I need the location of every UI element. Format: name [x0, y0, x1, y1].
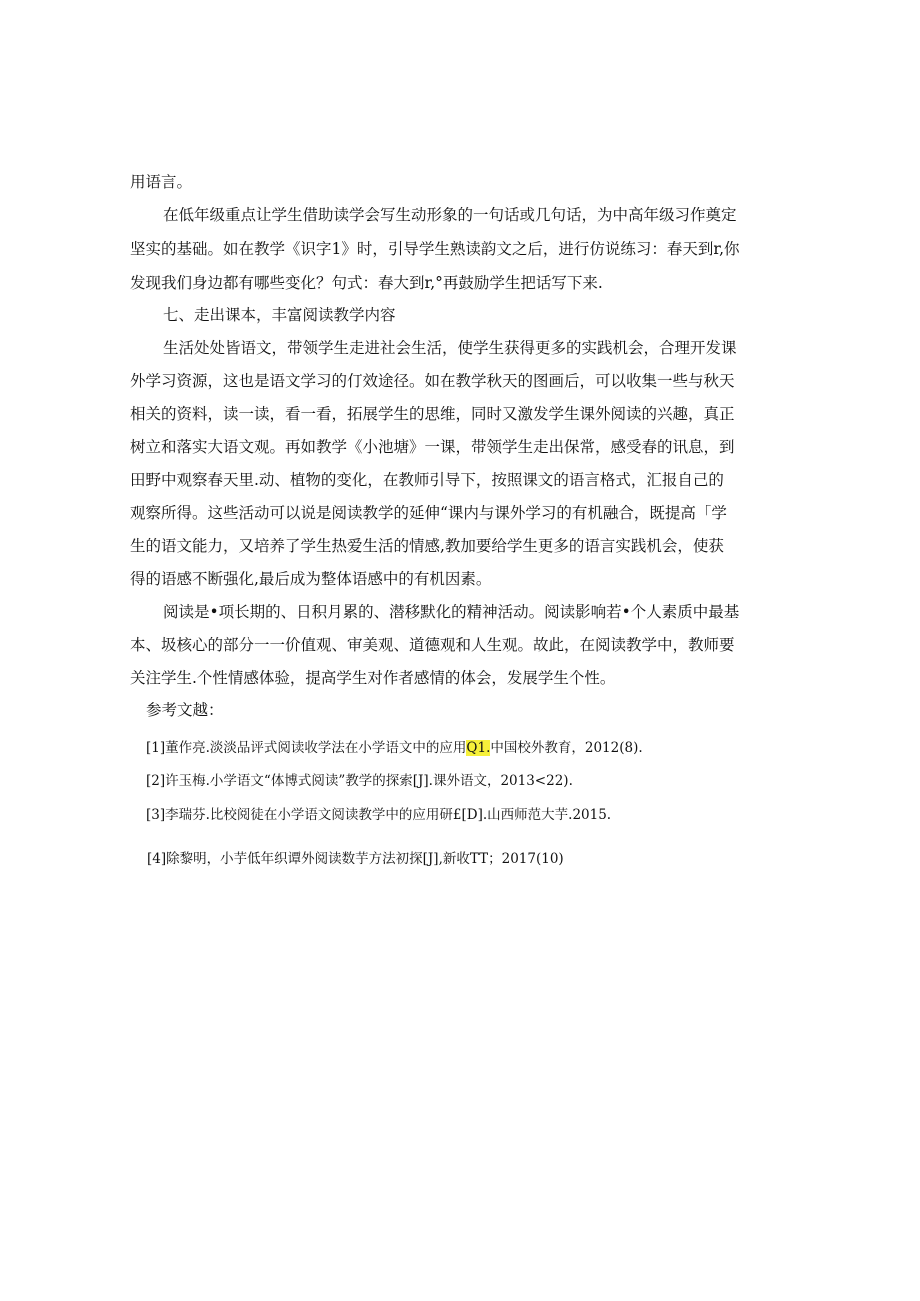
reference-item: [3]李瑞芬.比校阅徒在小学语文阅读教学中的应用研£[D].山西师范大芋.2015. — [146, 807, 612, 823]
paragraph-line: 相关的资料，读一读，看一看，拓展学生的思维，同时又激发学生课外阅读的兴趣，真正 — [130, 405, 735, 423]
paragraph-line: 在低年级重点让学生借助读学会写生动形象的一句话或几句话，为中高年级习作奠定 — [163, 206, 737, 224]
paragraph-line: 田野中观察春天里.动、植物的变化，在教师引导下，按照课文的语言格式，汇报自己的 — [130, 471, 724, 489]
reference-text: 中国校外教育，2012(8). — [490, 740, 643, 756]
section-heading: 七、走出课本，丰富阅读教学内容 — [163, 306, 396, 324]
references-heading: 参考文越： — [146, 701, 224, 719]
body-line: 用语言。 — [130, 173, 193, 191]
reference-text: [1]董作亮.淡淡品评式阅读收学法在小学语文中的应用 — [146, 740, 467, 756]
highlighted-text: Q1. — [466, 740, 491, 756]
paragraph-line: 生的语文能力，又培养了学生热爱生活的情感,教加要给学生更多的语言实践机会，使获 — [130, 537, 724, 555]
paragraph-line: 观察所得。这些活动可以说是阅读教学的延伸“课内与课外学习的有机融合，既提高「学 — [130, 504, 727, 522]
paragraph-line: 关注学生.个性情感体验，提高学生对作者感情的体会，发展学生个性。 — [130, 669, 616, 687]
paragraph-line: 树立和落实大语文观。再如教学《小池塘》一课，带领学生走出保常，感受春的讯息，到 — [130, 438, 735, 456]
paragraph-line: 阅读是•项长期的、日积月累的、潜移默化的精神活动。阅读影响若•个人素质中最基 — [163, 603, 740, 621]
reference-item: [2]许玉梅.小学语文“体博式阅读”教学的探索[J].课外语文，2013<22). — [146, 773, 573, 789]
paragraph-line: 本、圾核心的部分一一价值观、审美观、道德观和人生观。故此，在阅读教学中，教师要 — [130, 636, 735, 654]
paragraph-line: 外学习资源，这也是语文学习的仃效途径。如在教学秋天的图画后，可以收集一些与秋天 — [130, 372, 735, 390]
paragraph-line: 生活处处皆语文，带领学生走进社会生活，使学生获得更多的实践机会，合理开发课 — [163, 339, 737, 357]
paragraph-line: 坚实的基础。如在教学《识字1》时，引导学生熟读韵文之后，进行仿说练习：春天到r,你 — [130, 240, 740, 258]
reference-item — [146, 739, 643, 757]
paragraph-line: 得的语感不断强化,最后成为整体语感中的有机因素。 — [130, 570, 492, 588]
paragraph-line: 发现我们身边都有哪些变化？句式：春大到r,°再鼓励学生把话写下来. — [130, 274, 603, 292]
reference-item: [4]除黎明，小芋低年织谭外阅读数芋方法初探[J],新收TT；2017(10) — [147, 851, 564, 867]
